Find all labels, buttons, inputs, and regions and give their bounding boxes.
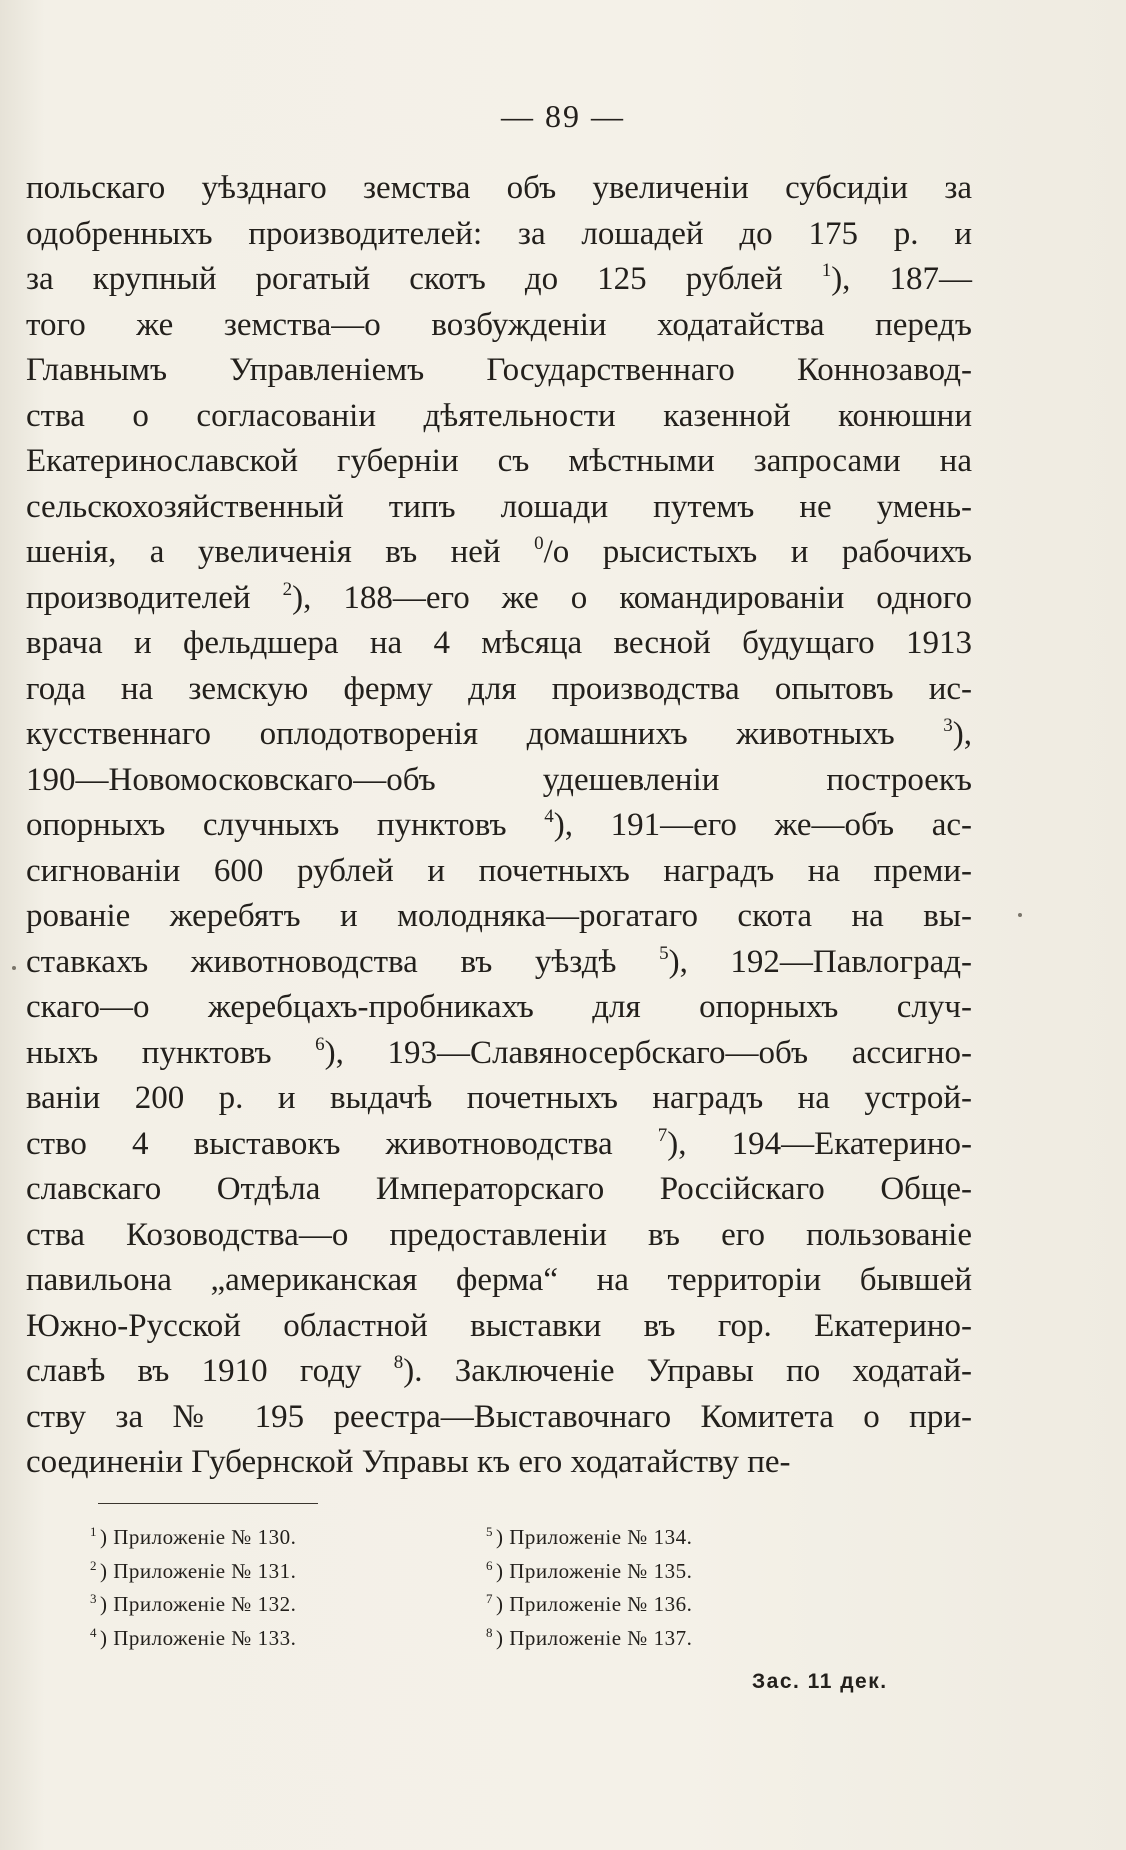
text-line — [26, 348, 972, 394]
text-segment: ), 191—его же—объ ас- — [553, 807, 972, 843]
footnote-number: 7 — [486, 1591, 493, 1606]
text-segment: ), 194—Екатерино- — [667, 1125, 972, 1162]
text-line — [26, 1258, 972, 1304]
text-line — [26, 621, 972, 667]
footnote-text: ) Приложеніе № 130. — [100, 1525, 297, 1549]
text-segment: ства Козоводства—о предоставленіи въ его пользованіе — [26, 1216, 972, 1253]
text-segment: того же земства—о возбужденіи ходатайства передъ — [26, 306, 972, 343]
text-segment: ство 4 выставокъ животноводства — [26, 1125, 658, 1162]
text-segment: 190—Новомосковскаго—объ удешевленіи построекъ — [26, 761, 972, 798]
footnote-number: 3 — [90, 1591, 97, 1606]
footnote-number: 1 — [90, 1524, 97, 1539]
text-segment: ваніи 200 р. и выдачѣ почетныхъ наградъ на устрой- — [26, 1080, 972, 1116]
footnote-number: 5 — [486, 1524, 493, 1539]
footnote-text: ) Приложеніе № 137. — [496, 1625, 693, 1650]
text-segment: Екатеринославской губерніи съ мѣстными запросами на — [26, 443, 972, 479]
text-line — [26, 667, 972, 713]
text-segment: врача и фельдшера на 4 мѣсяца весной будущаго 1913 — [26, 625, 972, 661]
text-line — [26, 1167, 972, 1213]
text-line — [26, 1349, 972, 1395]
footnote — [90, 1622, 296, 1656]
text-segment: славѣ въ 1910 году — [26, 1353, 394, 1389]
text-segment: ства о согласованіи дѣятельности казенной конюшни — [26, 397, 972, 434]
footnotes-left-column — [90, 1521, 296, 1655]
footnotes-right-column — [486, 1521, 692, 1655]
text-line — [26, 758, 972, 804]
footnote-text: ) Приложеніе № 136. — [496, 1592, 693, 1616]
text-line — [26, 303, 972, 349]
text-line — [26, 485, 972, 531]
text-line — [26, 940, 972, 986]
footnote-reference: 0 — [534, 533, 544, 554]
footnote — [486, 1588, 692, 1622]
text-line — [26, 212, 972, 258]
text-line — [26, 257, 972, 303]
footnote-reference: 1 — [821, 260, 832, 281]
text-segment: кусственнаго оплодотворенія домашнихъ животныхъ — [26, 716, 944, 752]
text-segment: ). Заключеніе Управы по ходатай- — [403, 1353, 973, 1389]
paper-speck — [12, 966, 16, 970]
footnote-reference: 6 — [315, 1033, 325, 1055]
text-segment: рованіе жеребятъ и молодняка—рогатаго скота на вы- — [26, 898, 972, 934]
footnote-divider — [98, 1503, 318, 1504]
footnote-number: 4 — [90, 1624, 97, 1640]
footnote-text: ) Приложеніе № 131. — [100, 1558, 297, 1583]
text-line — [26, 1031, 972, 1077]
footnote-number: 8 — [486, 1624, 493, 1640]
text-line — [26, 576, 972, 622]
text-segment: опорныхъ случныхъ пунктовъ — [26, 807, 545, 843]
footnote-reference: 2 — [282, 578, 293, 600]
text-segment: ), 192—Павлоград- — [668, 943, 972, 980]
text-line — [26, 1213, 972, 1259]
text-segment: ), — [952, 716, 972, 752]
text-line — [26, 439, 972, 485]
footnote — [486, 1555, 692, 1589]
text-line — [26, 712, 972, 758]
text-line — [26, 1122, 972, 1168]
text-segment: года на земскую ферму для производства опытовъ ис- — [26, 670, 972, 707]
text-segment: Главнымъ Управленіемъ Государственнаго Коннозавод- — [26, 352, 972, 388]
text-line — [26, 1440, 972, 1486]
text-segment: сигнованіи 600 рублей и почетныхъ наградъ на преми- — [26, 852, 972, 889]
footnote-text: ) Приложеніе № 134. — [496, 1525, 693, 1549]
text-segment: за крупный рогатый скотъ до 125 рублей — [26, 261, 822, 297]
text-segment: павильона „американская ферма“ на территоріи бывшей — [26, 1262, 972, 1298]
text-segment: одобренныхъ производителей: за лошадей до 175 р. и — [26, 215, 972, 252]
footnote-reference: 7 — [657, 1124, 668, 1146]
text-line — [26, 1304, 972, 1350]
text-segment: скаго—о жеребцахъ-пробникахъ для опорныхъ случ- — [26, 989, 972, 1025]
footnote — [486, 1622, 692, 1656]
text-segment: польскаго уѣзднаго земства объ увеличеніи субсидіи за — [26, 170, 972, 206]
text-segment: ставкахъ животноводства въ уѣздѣ — [26, 943, 660, 980]
text-segment: ству за № 195 реестра—Выставочнаго Комитета о при- — [26, 1398, 972, 1435]
footnote-reference: 8 — [393, 1352, 404, 1373]
text-segment: ), 193—Славяносербскаго—объ ассигно- — [324, 1034, 972, 1071]
body-paragraph — [26, 166, 972, 1486]
footnote — [486, 1521, 692, 1555]
text-segment: сельскохозяйственный типъ лошади путемъ не умень- — [26, 488, 972, 525]
text-line — [26, 1395, 972, 1441]
text-line — [26, 1076, 972, 1122]
text-segment: ), 188—его же о командированіи одного — [292, 579, 972, 616]
footnote-reference: 5 — [659, 942, 669, 964]
footnote-text: ) Приложеніе № 133. — [100, 1625, 297, 1650]
footnote-number: 6 — [486, 1557, 493, 1573]
text-segment: ), 187— — [831, 261, 972, 297]
text-segment: Южно-Русской областной выставки въ гор. Екатерино- — [26, 1307, 972, 1344]
paper-speck — [1018, 913, 1022, 917]
text-segment: шенія, а увеличенія въ ней — [26, 534, 535, 570]
text-segment: /о рысистыхъ и рабочихъ — [543, 534, 972, 570]
text-segment: ныхъ пунктовъ — [26, 1034, 316, 1071]
text-line — [26, 166, 972, 212]
text-line — [26, 394, 972, 440]
text-line — [26, 803, 972, 849]
text-segment: производителей — [26, 579, 283, 616]
footnote — [90, 1521, 296, 1555]
printer-signature-mark: Зас. 11 дек. — [752, 1670, 888, 1693]
text-line — [26, 894, 972, 940]
page-number: — 89 — — [501, 98, 625, 134]
text-segment: славскаго Отдѣла Императорскаго Россійскаго Обще- — [26, 1171, 972, 1207]
footnote-reference: 3 — [943, 715, 953, 736]
text-line — [26, 985, 972, 1031]
text-line — [26, 849, 972, 895]
footnote-text: ) Приложеніе № 135. — [496, 1558, 693, 1583]
footnote-number: 2 — [90, 1557, 97, 1573]
footnote-reference: 4 — [544, 806, 554, 827]
footnote — [90, 1588, 296, 1622]
footnote-text: ) Приложеніе № 132. — [100, 1592, 297, 1616]
text-line — [26, 530, 972, 576]
footnote — [90, 1555, 296, 1589]
text-segment: соединеніи Губернской Управы къ его ходатайству пе- — [26, 1444, 791, 1480]
